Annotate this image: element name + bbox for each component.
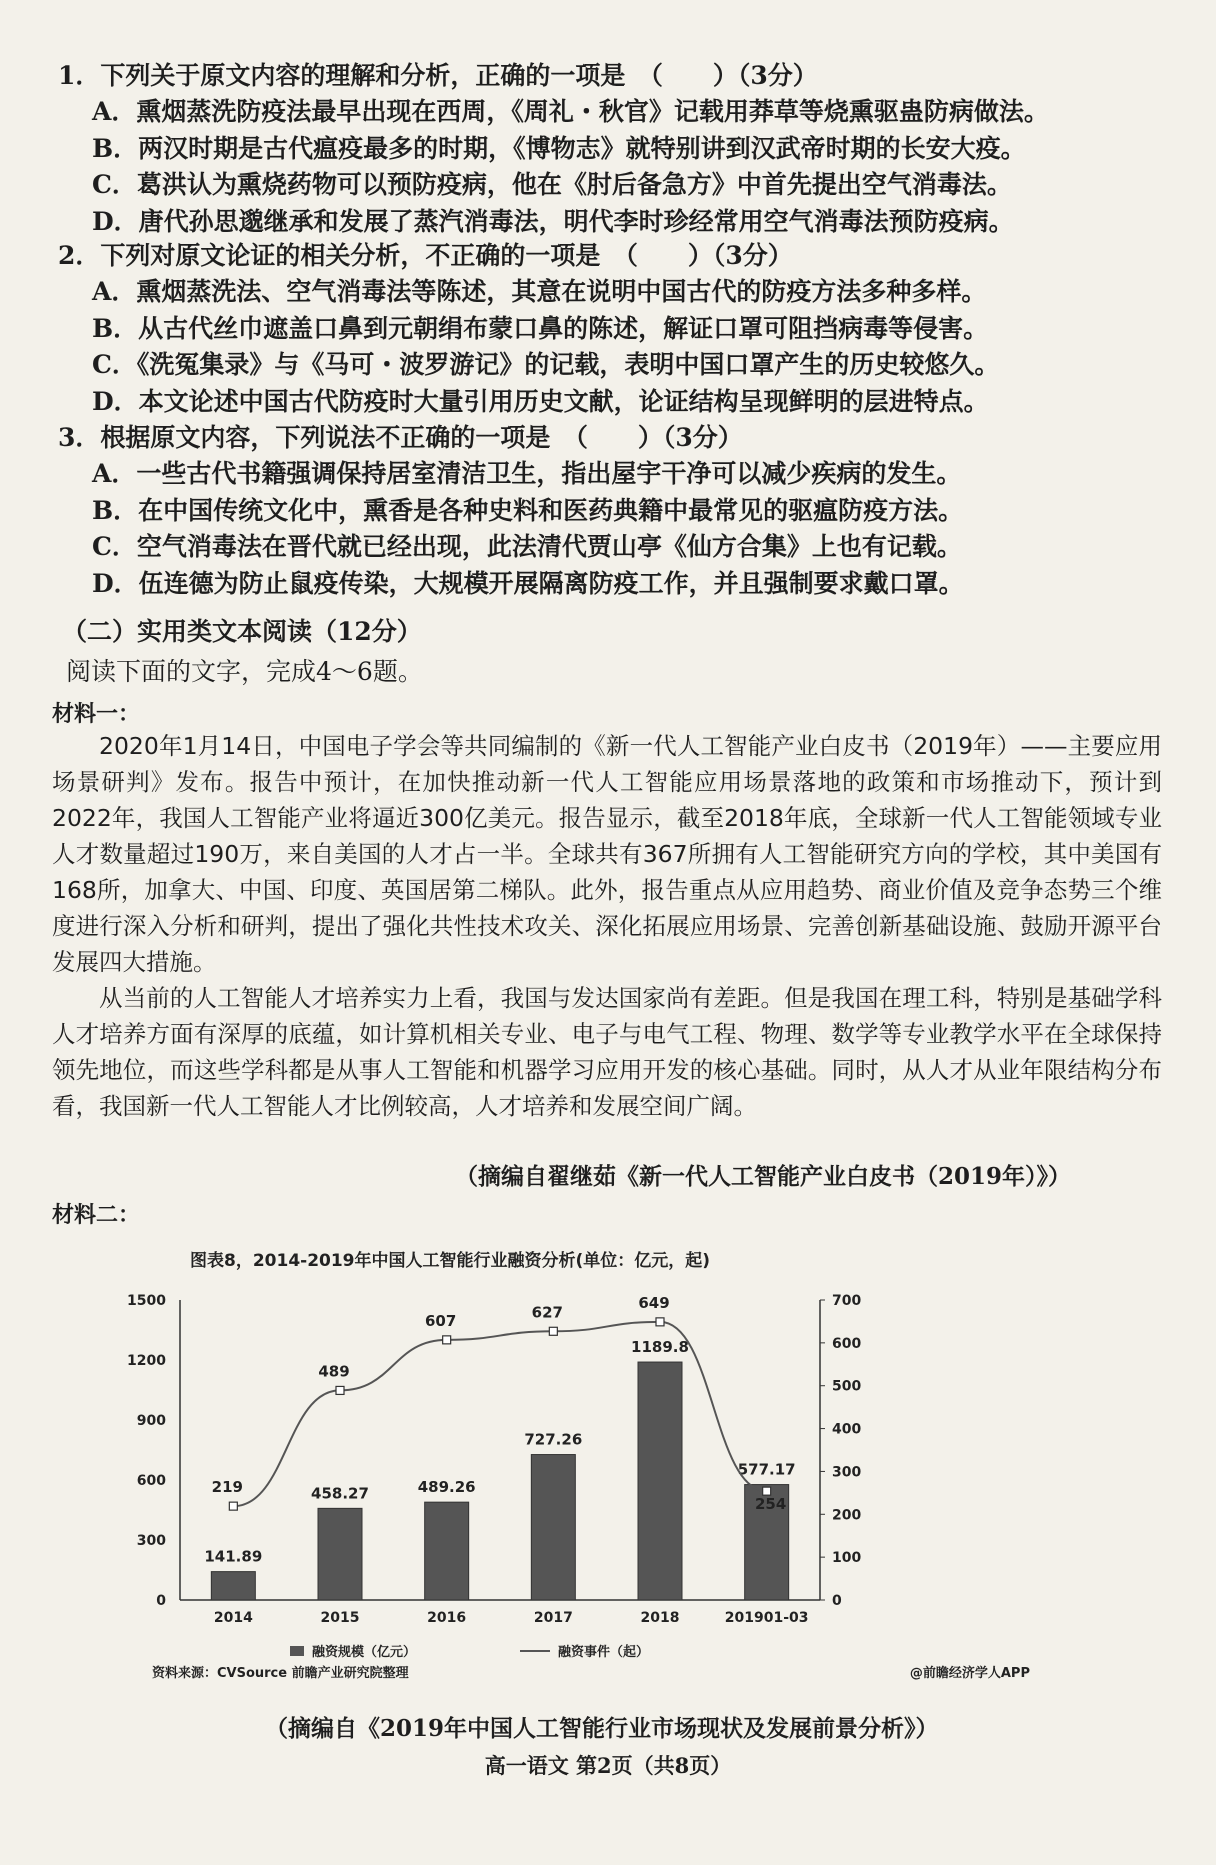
paragraph: 从当前的人工智能人才培养实力上看，我国与发达国家尚有差距。但是我国在理工科，特别是基础学科人才培养方面有深厚的底蕴，如计算机相关专业、电子与电气工程、物理、数学等专业教学水平在全球保持领先地位，而这些学科都是从事人工智能和机器学习应用开发的核心基础。同时，从人才从业年限结构分布看，我国新一代人工智能人才比例较高，人才培养和发展空间广阔。 (52, 984, 1162, 1120)
bar (425, 1502, 469, 1600)
bar-value-label: 489.26 (417, 1478, 476, 1497)
line-point (549, 1327, 557, 1335)
x-tick-label: 2016 (427, 1610, 467, 1626)
material-2-source: （摘编自《2019年中国人工智能行业市场现状及发展前景分析》） (265, 1715, 939, 1742)
line-point (229, 1502, 237, 1510)
bar (638, 1362, 682, 1600)
x-tick-label: 2015 (320, 1610, 360, 1626)
option-d: D．本文论述中国古代防疫时大量引用历史文献，论证结构呈现鲜明的层进特点。 (92, 386, 989, 416)
line-point (443, 1336, 451, 1344)
paragraph: 2020年1月14日，中国电子学会等共同编制的《新一代人工智能产业白皮书（2019年）——主要应用场景研判》发布。报告中预计，在加快推动新一代人工智能应用场景落地的政策和市场推动下，预计到2022年，我国人工智能产业将逼近300亿美元。报告显示，截至2018年底，全球新一代人工智能领域专业人才数量超过190万，来自美国的人才占一半。全球共有367所拥有人工智能研究方向的学校，其中美国有168所，加拿大、中国、印度、英国居第二梯队。此外，报告重点从应用趋势、商业价值及竞争态势三个维度进行深入分析和研判，提出了强化共性技术攻关、深化拓展应用场景、完善创新基础设施、鼓励开源平台发展四大措施。 (52, 732, 1162, 976)
material-2-label: 材料二： (52, 1202, 141, 1228)
question-1 (58, 58, 1178, 240)
section-instruction: 阅读下面的文字，完成4～6题。 (66, 657, 423, 686)
bar (531, 1455, 575, 1600)
page-footer: 高一语文 第2页（共8页） (484, 1753, 732, 1778)
chart-legend (290, 1644, 649, 1660)
bar-value-label: 577.17 (737, 1460, 796, 1479)
bar (318, 1508, 362, 1600)
y-right-tick-label: 700 (832, 1293, 862, 1309)
line-value-label: 489 (318, 1362, 350, 1381)
option-a: A．一些古代书籍强调保持居室清洁卫生，指出屋宇干净可以减少疾病的发生。 (92, 459, 962, 488)
chart-line (212, 1294, 787, 1513)
chart-title: 图表8，2014-2019年中国人工智能行业融资分析(单位：亿元，起) (190, 1251, 711, 1271)
line-point (656, 1318, 664, 1326)
question-stem: 2．下列对原文论证的相关分析，不正确的一项是 （ ）（3分） (58, 241, 793, 270)
y-right-tick-label: 400 (832, 1421, 862, 1438)
y-left-tick-label: 900 (136, 1413, 166, 1429)
line-value-label: 627 (531, 1303, 563, 1322)
question-stem: 1．下列关于原文内容的理解和分析，正确的一项是 （ ）（3分） (58, 61, 818, 90)
bar-value-label: 727.26 (524, 1430, 583, 1449)
line-value-label: 219 (211, 1478, 243, 1497)
line-value-label: 649 (638, 1293, 670, 1312)
legend-bar-swatch (290, 1646, 304, 1656)
option-a: A．熏烟蒸洗法、空气消毒法等陈述，其意在说明中国古代的防疫方法多种多样。 (92, 277, 987, 306)
line-point (336, 1386, 344, 1394)
x-tick-label: 2017 (533, 1610, 573, 1626)
chart-source-left: 资料来源：CVSource 前瞻产业研究院整理 (152, 1666, 409, 1681)
line-value-label: 607 (425, 1311, 457, 1330)
bar-value-label: 1189.8 (631, 1338, 689, 1357)
material-1-text (52, 728, 1162, 1124)
option-c: C．葛洪认为熏烧药物可以预防疫病，他在《肘后备急方》中首先提出空气消毒法。 (92, 170, 1012, 199)
financing-chart (127, 1230, 1040, 1690)
y-left-tick-label: 1200 (127, 1353, 166, 1369)
y-right-tick-label: 100 (832, 1550, 862, 1567)
y-left-tick-label: 1500 (127, 1293, 166, 1309)
y-right-tick-label: 600 (832, 1335, 862, 1352)
x-tick-label: 201901-03 (724, 1610, 809, 1626)
line-value-label: 254 (755, 1495, 787, 1514)
line-point (763, 1487, 771, 1495)
bar-value-label: 141.89 (204, 1547, 263, 1566)
material-1-label: 材料一： (52, 701, 141, 727)
option-d: D．伍连德为防止鼠疫传染，大规模开展隔离防疫工作，并且强制要求戴口罩。 (92, 568, 964, 598)
chart-bars (204, 1338, 795, 1600)
y-right-tick-label: 500 (832, 1378, 862, 1395)
bar (211, 1572, 255, 1600)
section-heading: （二）实用类文本阅读（12分） (62, 617, 422, 646)
material-1-source: （摘编自翟继茹《新一代人工智能产业白皮书（2019年）》） (455, 1163, 1072, 1190)
y-right-tick-label: 200 (832, 1507, 862, 1524)
question-2 (58, 238, 1178, 420)
y-left-tick-label: 300 (136, 1533, 166, 1549)
option-c: C．空气消毒法在晋代就已经出现，此法清代贾山亭《仙方合集》上也有记载。 (92, 532, 962, 561)
legend-bar-label: 融资规模（亿元） (312, 1645, 417, 1660)
bar-value-label: 458.27 (311, 1484, 369, 1503)
chart-source-right: @前瞻经济学人APP (909, 1666, 1030, 1681)
y-right-tick-label: 300 (832, 1464, 862, 1481)
option-c: C．《洗冤集录》与《马可・波罗游记》的记载，表明中国口罩产生的历史较悠久。 (92, 350, 1000, 379)
legend-line-label: 融资事件（起） (558, 1645, 650, 1660)
option-b: B．两汉时期是古代瘟疫最多的时期，《博物志》就特别讲到汉武帝时期的长安大疫。 (92, 133, 1026, 163)
option-b: B．从古代丝巾遮盖口鼻到元朝绢布蒙口鼻的陈述，解证口罩可阻挡病毒等侵害。 (92, 313, 989, 343)
question-stem: 3．根据原文内容，下列说法不正确的一项是 （ ）（3分） (58, 423, 743, 452)
y-left-tick-label: 0 (156, 1593, 166, 1609)
question-3 (58, 420, 1178, 602)
x-tick-label: 2014 (213, 1610, 253, 1626)
option-a: A．熏烟蒸洗防疫法最早出现在西周，《周礼・秋官》记载用莽草等烧熏驱蛊防病做法。 (92, 97, 1049, 126)
option-b: B．在中国传统文化中，熏香是各种史料和医药典籍中最常见的驱瘟防疫方法。 (92, 495, 964, 525)
x-tick-label: 2018 (640, 1610, 680, 1626)
y-right-tick-label: 0 (832, 1593, 842, 1609)
y-left-tick-label: 600 (136, 1473, 166, 1489)
option-d: D．唐代孙思邈继承和发展了蒸汽消毒法，明代李时珍经常用空气消毒法预防疫病。 (92, 206, 1014, 236)
